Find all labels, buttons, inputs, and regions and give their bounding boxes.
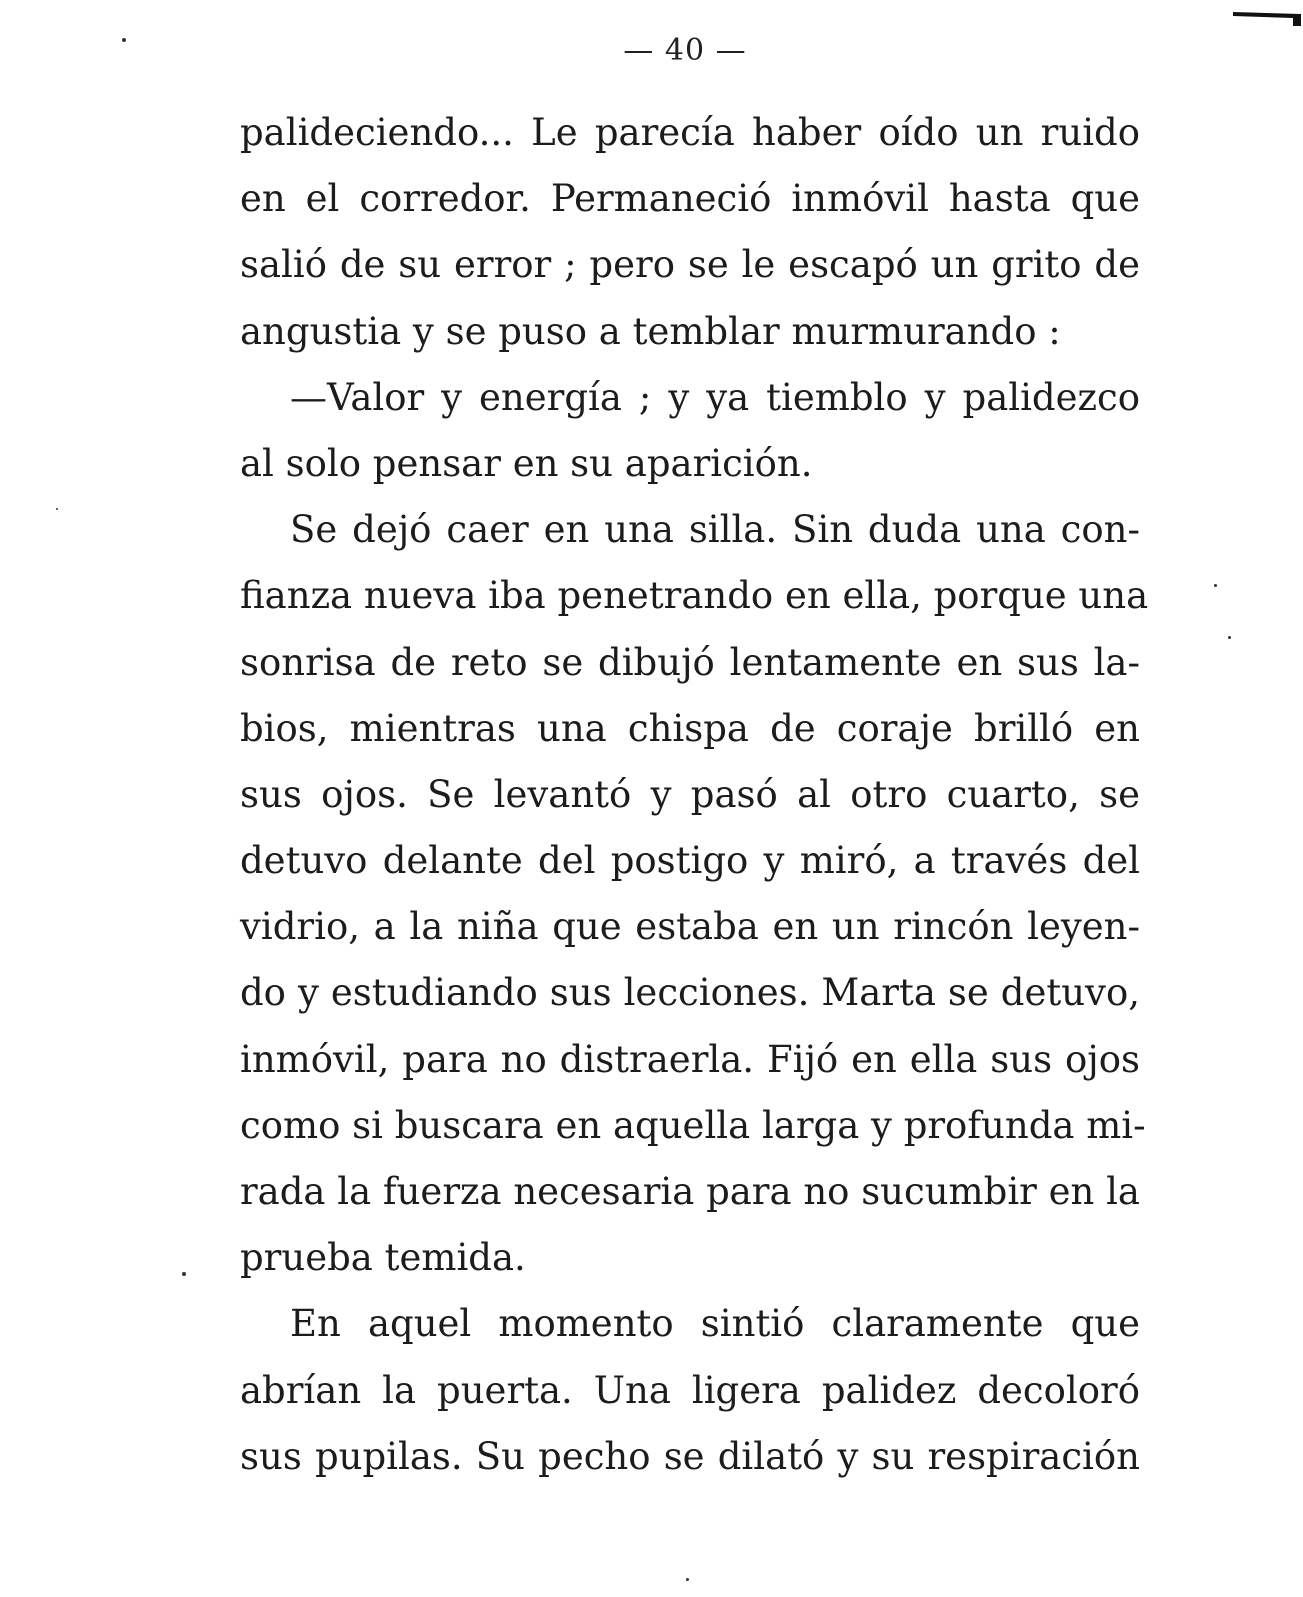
- text-line: sus pupilas. Su pecho se dilató y su respiración: [240, 1434, 1140, 1478]
- page-number: — 40 —: [623, 33, 747, 68]
- text-line: salió de su error ; pero se le escapó un grito de: [240, 243, 1140, 287]
- paragraph: [240, 497, 1149, 1291]
- scan-speck: [1214, 584, 1217, 587]
- text-line: En aquel momento sintió claramente que: [290, 1302, 1140, 1346]
- scan-speck: [122, 38, 126, 42]
- text-line: sonrisa de reto se dibujó lentamente en sus la-: [240, 640, 1140, 684]
- page-corner-mark: [1231, 8, 1303, 28]
- scan-speck: [56, 508, 58, 510]
- text-line: sus ojos. Se levantó y pasó al otro cuarto, se: [240, 772, 1140, 816]
- text-line: vidrio, a la niña que estaba en un rincón leyen-: [240, 905, 1140, 949]
- text-line: al solo pensar en su aparición.: [240, 441, 813, 485]
- text-line: rada la fuerza necesaria para no sucumbir en la: [240, 1170, 1140, 1213]
- text-line: fianza nueva iba penetrando en ella, porque una: [240, 574, 1149, 618]
- scan-speck: [182, 1272, 186, 1276]
- paragraph: [240, 365, 1140, 497]
- text-line: do y estudiando sus lecciones. Marta se detuvo,: [240, 971, 1140, 1015]
- paragraph: [240, 100, 1140, 365]
- text-line: detuvo delante del postigo y miró, a través del: [240, 839, 1140, 883]
- text-line: angustia y se puso a temblar murmurando :: [240, 309, 1061, 353]
- text-line: en el corredor. Permaneció inmóvil hasta que: [240, 177, 1140, 221]
- text-line: abrían la puerta. Una ligera palidez decoloró: [240, 1368, 1140, 1412]
- text-line: inmóvil, para no distraerla. Fijó en ella sus ojos: [240, 1037, 1140, 1081]
- text-line: bios, mientras una chispa de coraje brilló en: [240, 706, 1140, 750]
- text-line: como si buscara en aquella larga y profunda mi-: [240, 1103, 1146, 1147]
- scan-speck: [686, 1578, 689, 1581]
- text-line: —Valor y energía ; y ya tiemblo y palidezco: [290, 375, 1140, 419]
- text-line: prueba temida.: [240, 1236, 526, 1280]
- text-line: palideciendo... Le parecía haber oído un ruido: [240, 111, 1140, 154]
- body-text: [240, 100, 1149, 1490]
- text-line: Se dejó caer en una silla. Sin duda una con-: [290, 508, 1140, 552]
- scan-speck: [1228, 636, 1231, 639]
- paragraph: [240, 1291, 1140, 1490]
